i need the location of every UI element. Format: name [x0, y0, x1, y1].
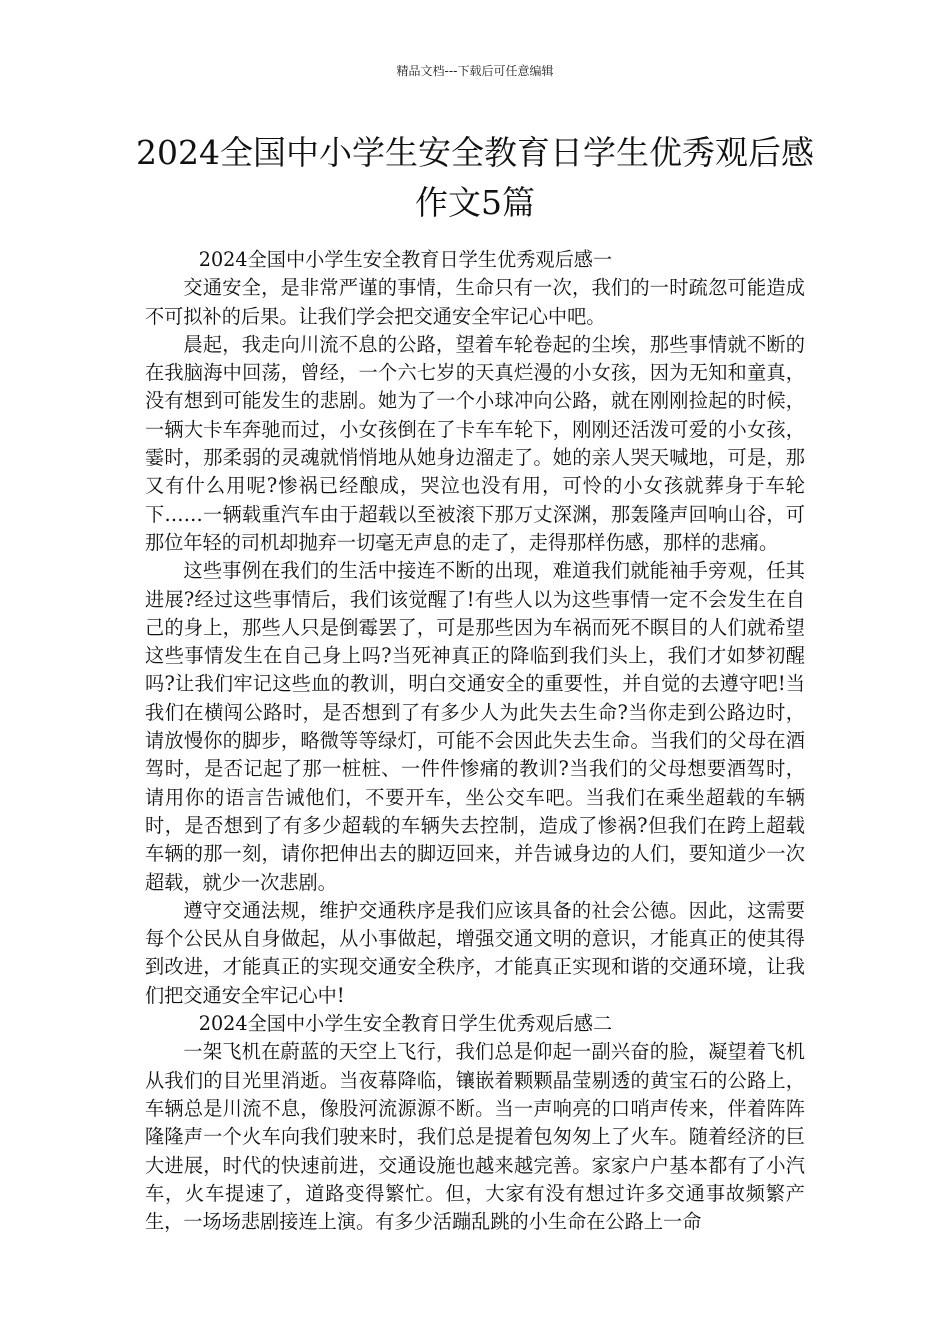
page-header-note: 精品文档---下载后可任意编辑	[396, 64, 554, 78]
document-title: 2024全国中小学生安全教育日学生优秀观后感作文5篇	[136, 133, 814, 222]
paragraph: 晨起，我走向川流不息的公路，望着车轮卷起的尘埃，那些事情就不断的在我脑海中回荡，曾经，一个六七岁的天真烂漫的小女孩，因为无知和童真，没有想到可能发生的悲剧。她为了一个小球冲向公路，就在刚刚捡起的时候，一辆大卡车奔驰而过，小女孩倒在了卡车车轮下，刚刚还活泼可爱的小女孩，霎时，那柔弱的灵魂就悄悄地从她身边溜走了。她的亲人哭天喊地，可是，那又有什么用呢?惨祸已经酿成，哭泣也没有用，可怜的小女孩就葬身于车轮下……一辆载重汽车由于超载以至被滚下那万丈深渊，那轰隆声回响山谷，可那位年轻的司机却抛弃一切毫无声息的走了，走得那样伤感，那样的悲痛。	[145, 332, 805, 554]
paragraph: 交通安全，是非常严谨的事情，生命只有一次，我们的一时疏忽可能造成不可拟补的后果。让我们学会把交通安全牢记心中吧。	[145, 276, 805, 328]
paragraph: 这些事例在我们的生活中接连不断的出现，难道我们就能袖手旁观，任其进展?经过这些事情后，我们该觉醒了!有些人以为这些事情一定不会发生在自己的身上，那些人只是倒霉罢了，可是那些因为车祸而死不瞑目的人们就希望这些事情发生在自己身上吗?当死神真正的降临到我们头上，我们才如梦初醒吗?让我们牢记这些血的教训，明白交通安全的重要性，并自觉的去遵守吧!当我们在横闯公路时，是否想到了有多少人为此失去生命?当你走到公路边时，请放慢你的脚步，略微等等绿灯，可能不会因此失去生命。当我们的父母在酒驾时，是否记起了那一桩桩、一件件惨痛的教训?当我们的父母想要酒驾时，请用你的语言告诫他们，不要开车，坐公交车吧。当我们在乘坐超载的车辆时，是否想到了有多少超载的车辆失去控制，造成了惨祸?但我们在跨上超载车辆的那一刻，请你把伸出去的脚迈回来，并告诫身边的人们，要知道少一次超载，就少一次悲剧。	[145, 559, 805, 894]
document-body	[145, 246, 805, 1236]
section-heading-1: 2024全国中小学生安全教育日学生优秀观后感一	[198, 248, 613, 271]
paragraph: 一架飞机在蔚蓝的天空上飞行，我们总是仰起一副兴奋的脸，凝望着飞机从我们的目光里消逝。当夜幕降临，镶嵌着颗颗晶莹剔透的黄宝石的公路上，车辆总是川流不息，像股河流源源不断。当一声响亮的口哨声传来，伴着阵阵隆隆声一个火车向我们驶来时，我们总是提着包匆匆上了火车。随着经济的巨大进展，时代的快速前进，交通设施也越来越完善。家家户户基本都有了小汽车，火车提速了，道路变得繁忙。但，大家有没有想过许多交通事故频繁产生，一场场悲剧接连上演。有多少活蹦乱跳的小生命在公路上一命	[145, 1040, 805, 1234]
paragraph: 遵守交通法规，维护交通秩序是我们应该具备的社会公德。因此，这需要每个公民从自身做起，从小事做起，增强交通文明的意识，才能真正的使其得到改进，才能真正的实现交通安全秩序，才能真正实现和谐的交通环境，让我们把交通安全牢记心中!	[145, 898, 805, 1007]
section-heading-2: 2024全国中小学生安全教育日学生优秀观后感二	[198, 1012, 613, 1036]
